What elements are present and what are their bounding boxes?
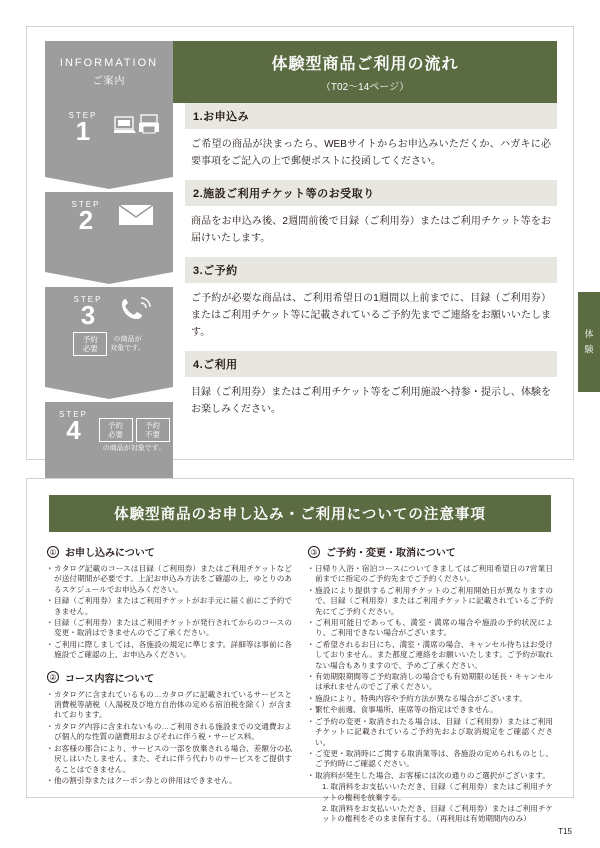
side-tab <box>578 292 600 392</box>
flow-panel-inner <box>45 41 557 452</box>
side-tab-label: 体 験 <box>583 328 594 356</box>
step-3-note: の商品が 対象です。 <box>110 336 145 352</box>
list-item: ・ ご利用可能日であっても、満室・満席の場合や施設の予約状況により、ご利用できない場合がございます。 <box>308 618 553 639</box>
flow-section-3-text: ご予約が必要な商品は、ご利用希望日の1週間以上前までに、目録（ご利用券）またはご利用チケット等に記載されているご予約先までご連絡をお願いいたします。 <box>191 293 551 338</box>
information-label-ja: ご案内 <box>92 76 126 87</box>
list-item: ・ ご希望されるお日にち、満室・満席の場合、キャンセル待ちはお受けしておりません。また都度ご連絡をお願いいたします。ご予約が取れない場合もありますので、予めご了承ください。 <box>308 640 553 671</box>
list-item: ・ 他の割引券またはクーポン券との併用はできません。 <box>47 776 292 786</box>
flow-panel <box>26 26 574 460</box>
list-item: ・ 有効期限期間等ご予約取消しの場合でも有効期限の延長・キャンセルは承れませんのでご了承ください。 <box>308 672 553 693</box>
list-item: ・ 施設により、特典内容や予約方法が異なる場合がございます。 <box>308 694 553 704</box>
flow-section-2-text: 商品をお申込み後、2週間前後で目録（ご利用券）またはご利用チケット等をお届けいたします。 <box>191 216 551 244</box>
envelope-icon <box>117 201 157 232</box>
flow-section-1-title: 1.お申込み <box>185 103 557 129</box>
step-1-label: STEP <box>68 111 98 120</box>
notes-title: 体験型商品のお申し込み・ご利用についての注意事項 <box>49 495 551 532</box>
notes-column-right <box>308 544 553 834</box>
flow-section-3 <box>185 257 557 341</box>
list-item: ・ ご利用に際しましては、各施設の規定に準じます。詳細等は事前に各施設でご確認の上、お申込みください。 <box>47 640 292 661</box>
laptop-fax-icon <box>114 113 160 142</box>
step-3 <box>45 287 173 402</box>
step-4-label: STEP <box>59 410 88 419</box>
step-2 <box>45 192 173 287</box>
step-3-badges <box>73 332 144 356</box>
notes-section-1-number: ① <box>47 546 59 558</box>
notes-columns <box>47 544 553 834</box>
notes-section-2-heading: コース内容について <box>65 673 155 685</box>
information-label-en: INFORMATION <box>59 57 159 69</box>
flow-title-banner <box>173 41 557 103</box>
notes-section-3-head <box>308 544 553 559</box>
steps-column <box>45 103 173 452</box>
list-item: 1. 取消料をお支払いいただき、目録（ご利用券）またはご利用チケットの権利を放棄する。 <box>322 782 553 802</box>
flow-section-4 <box>185 351 557 418</box>
flow-title: 体験型商品ご利用の流れ <box>271 56 459 73</box>
list-item: ・ カタログ記載のコースは目録（ご利用券）またはご利用チケットなどが送付期間が必要です。上記お申込み方法をご確認の上、ゆとりのあるスケジュールでお申込みください。 <box>47 564 292 595</box>
flow-header <box>45 41 557 103</box>
flow-section-3-title: 3.ご予約 <box>185 257 557 283</box>
telephone-icon <box>119 296 155 327</box>
list-item: ・ 取消料が発生した場合、お客様には次の通りのご選択がございます。 <box>308 771 553 781</box>
step-1 <box>45 103 173 192</box>
list-item: ・ 施設により提供するご利用チケットのご利用開始日が異なりますので、目録（ご利用券）またはご利用チケットに記載されているご予約先にてご予約ください。 <box>308 586 553 617</box>
step-4-note: の商品が対象です。 <box>102 445 166 452</box>
step-2-number: 2 <box>78 205 94 235</box>
list-item: ・ 繁忙や前週、食事場所、座席等の指定はできません。 <box>308 705 553 715</box>
step-3-label: STEP <box>73 295 103 304</box>
list-item: 2. 取消料をお支払いいただき、目録（ご利用券）またはご利用チケットの権利をそのまま保有する。（再利用は有効期間内のみ） <box>322 803 553 824</box>
step-2-label: STEP <box>71 200 101 209</box>
notes-section-1-heading: お申し込みについて <box>65 548 155 559</box>
list-item: ・ 日帰り入浴・宿泊コースについてきましてはご利用希望日の7営業日前までに指定のご予約先までご予約ください。 <box>308 564 553 585</box>
flow-sections <box>173 103 557 447</box>
notes-panel <box>26 478 574 824</box>
flow-body <box>45 103 557 452</box>
badge-reservation-required-2: 予約 必要 <box>99 418 133 442</box>
notes-section-2-list <box>47 690 292 787</box>
list-item: ・ 目録（ご利用券）またはご利用チケットがお手元に届く前にご予約できません。 <box>47 596 292 617</box>
flow-subtitle: （T02〜14ページ） <box>320 82 410 93</box>
list-item: ・ カタログ内容に含まれないもの…ご利用される施設までの交通費および個人的な性質の諸費用およびそれに伴う税・サービス料。 <box>47 722 292 743</box>
step-4 <box>45 402 173 488</box>
notes-section-1-head <box>47 544 292 559</box>
badge-reservation-not-required: 予約 不要 <box>136 418 170 442</box>
notes-section-2-number: ② <box>47 671 59 683</box>
list-item: ・ 目録（ご利用券）またはご利用チケットが発行されてからのコースの変更・取消はできませんのでご了承ください。 <box>47 618 292 639</box>
notes-section-3-number: ③ <box>308 546 320 558</box>
list-item: ・ お客様の都合により、サービスの一部を放棄される場合、差額分の払戻しはいたしません。また、それに伴う代わりのサービスをご提供することはできません。 <box>47 744 292 775</box>
badge-reservation-required: 予約 必要 <box>73 332 107 356</box>
step-4-badges <box>99 418 170 442</box>
notes-section-3-list <box>308 564 553 825</box>
flow-section-2 <box>185 180 557 247</box>
flow-section-1 <box>185 103 557 170</box>
list-item: ・ ご変更・取消時にご関する取消業等は、各施設の定められものとし、ご予約時にご確認ください。 <box>308 749 553 770</box>
notes-section-2-head <box>47 670 292 685</box>
list-item: ・ カタログに含まれているもの…カタログに記載されているサービスと消費税等諸税（入湯税及び地方自治体の定める宿泊税を除く）が含まれております。 <box>47 690 292 721</box>
list-item: ・ ご予約の変更・取消されたる場合は、目録（ご利用券）またはご利用チケットに記載されているご予約先および取消規定をご確認ください。 <box>308 717 553 748</box>
notes-section-3-heading: ご予約・変更・取消について <box>326 548 456 559</box>
step-1-number: 1 <box>75 116 91 146</box>
step-3-number: 3 <box>80 300 96 330</box>
flow-section-4-text: 目録（ご利用券）またはご利用チケット等をご利用施設へ持参・提示し、体験をお楽しみください。 <box>191 387 551 415</box>
flow-section-4-title: 4.ご利用 <box>185 351 557 377</box>
page-number: T15 <box>558 827 572 836</box>
flow-section-1-text: ご希望の商品が決まったら、WEBサイトからお申込みいただくか、ハガキに必要事項をご記入の上で郵便ポストに投函してください。 <box>191 139 551 167</box>
notes-column-left <box>47 544 292 834</box>
step-4-number: 4 <box>66 415 81 445</box>
notes-section-1-list <box>47 564 292 661</box>
information-badge <box>45 41 173 103</box>
flow-section-2-title: 2.施設ご利用チケット等のお受取り <box>185 180 557 206</box>
